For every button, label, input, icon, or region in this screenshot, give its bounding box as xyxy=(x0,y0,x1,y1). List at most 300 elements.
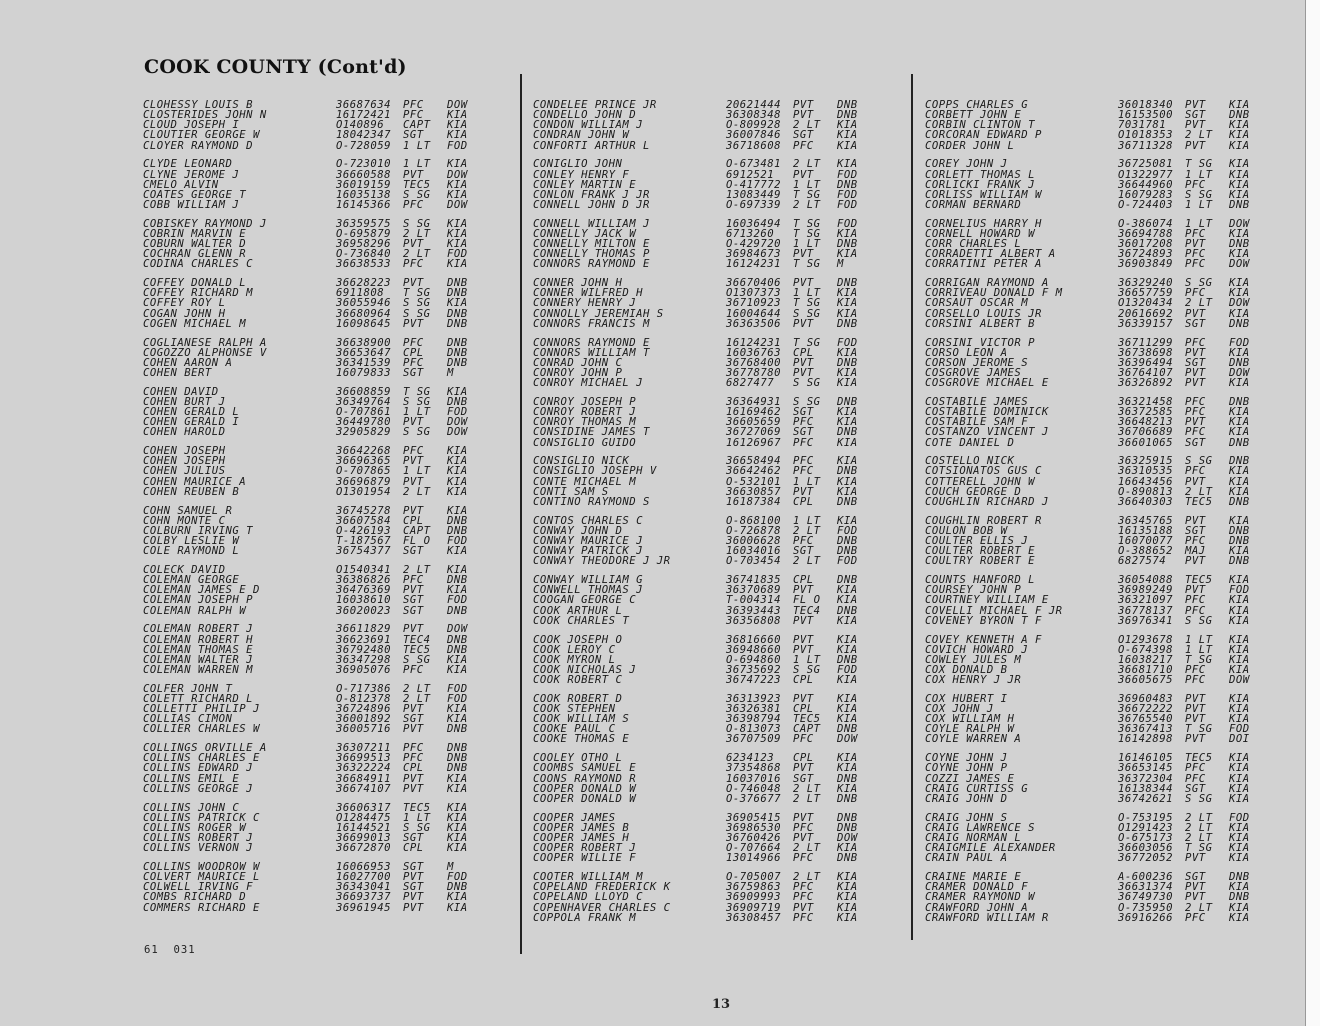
soldier-name: COLEMAN ROBERT J xyxy=(143,624,254,635)
serial-number: 36001892 xyxy=(336,713,392,726)
soldier-name: COOPER DONALD W xyxy=(533,793,637,804)
serial-number: 36356808 xyxy=(726,614,782,627)
status: FOD xyxy=(837,198,858,211)
serial-number: O-674398 xyxy=(1118,643,1174,656)
rank: PVT xyxy=(793,584,814,597)
serial-number: 36648213 xyxy=(1118,416,1174,429)
status: DNB xyxy=(447,336,468,349)
status: KIA xyxy=(837,366,858,379)
soldier-name: COBB WILLIAM J xyxy=(143,199,240,211)
status: DNB xyxy=(447,395,468,408)
serial-number: 36307211 xyxy=(336,742,392,755)
status: DNB xyxy=(837,109,858,122)
status: DNB xyxy=(1229,198,1250,211)
soldier-name: COONS RAYMOND R xyxy=(533,773,637,784)
serial-number: 16135188 xyxy=(1118,524,1174,537)
soldier-name: CONLEY HENRY F xyxy=(533,169,630,180)
rank: T SG xyxy=(793,258,821,271)
serial-number: O1322977 xyxy=(1118,168,1174,181)
page-edge xyxy=(1305,0,1320,1026)
serial-number: 36711328 xyxy=(1118,139,1174,152)
soldier-name: CORRATINI PETER A xyxy=(925,259,1042,270)
serial-number: 16004644 xyxy=(726,307,782,320)
status: KIA xyxy=(447,158,468,171)
soldier-name: CRAMER RAYMOND W xyxy=(925,892,1036,903)
soldier-name: CLOUTIER GEORGE W xyxy=(143,130,260,141)
soldier-name: COOK MYRON L xyxy=(533,654,616,665)
rank: PVT xyxy=(1185,713,1206,726)
serial-number: 36687634 xyxy=(336,99,392,111)
rank: PFC xyxy=(1185,395,1206,408)
soldier-name: CRAWFORD WILLIAM R xyxy=(925,912,1049,923)
rank: PFC xyxy=(793,891,814,904)
soldier-name: COLEMAN WALTER J xyxy=(143,654,254,665)
soldier-name: CORMAN BERNARD xyxy=(925,199,1022,211)
status: KIA xyxy=(447,188,468,201)
serial-number: 36693737 xyxy=(336,891,392,904)
rank: PVT xyxy=(1185,307,1206,320)
soldier-name: COFFEY DONALD L xyxy=(143,278,247,289)
serial-number: 36345765 xyxy=(1118,514,1174,527)
status: KIA xyxy=(1229,346,1250,359)
serial-number: 36653145 xyxy=(1118,762,1174,775)
status: KIA xyxy=(1229,881,1250,894)
roster-row xyxy=(925,141,1295,151)
status: DNB xyxy=(447,287,468,300)
soldier-name: CORLICKI FRANK J xyxy=(925,179,1036,190)
rank: PVT xyxy=(403,475,424,488)
soldier-name: CORSO LEON A xyxy=(925,347,1008,358)
serial-number: 36658494 xyxy=(726,455,782,468)
serial-number: 36742621 xyxy=(1118,792,1174,805)
rank: PVT xyxy=(1185,852,1206,865)
serial-number: 36694788 xyxy=(1118,227,1174,240)
rank: 1 LT xyxy=(793,653,821,666)
rank: S SG xyxy=(793,307,821,320)
serial-number: 16126967 xyxy=(726,436,782,449)
status: DOW xyxy=(447,168,468,181)
status: DNB xyxy=(837,574,858,587)
rank: PVT xyxy=(1185,891,1206,904)
soldier-name: COLEMAN JOSEPH P xyxy=(143,595,254,606)
serial-number: 36605675 xyxy=(1118,674,1174,687)
rank: S SG xyxy=(403,426,431,439)
roster-row xyxy=(925,675,1295,685)
serial-number: 36699513 xyxy=(336,752,392,765)
soldier-name: COHEN AARON A xyxy=(143,357,233,368)
soldier-name: CONSIGLIO NICK xyxy=(533,456,630,467)
serial-number: O-388652 xyxy=(1118,545,1174,558)
roster-group xyxy=(143,100,513,151)
status: KIA xyxy=(837,842,858,855)
serial-number: 36754377 xyxy=(336,545,392,558)
serial-number: 36393443 xyxy=(726,604,782,617)
rank: PFC xyxy=(1185,772,1206,785)
serial-number: O-746048 xyxy=(726,782,782,795)
soldier-name: CONSIDINE JAMES T xyxy=(533,427,650,438)
serial-number: 36313923 xyxy=(726,692,782,705)
serial-number: 36396494 xyxy=(1118,356,1174,369)
serial-number: 16187384 xyxy=(726,495,782,508)
status: DOW xyxy=(1229,297,1250,310)
serial-number: 37354868 xyxy=(726,762,782,775)
rank: 2 LT xyxy=(793,792,821,805)
status: KIA xyxy=(447,545,468,558)
soldier-name: COFFEY ROY L xyxy=(143,298,226,309)
soldier-name: COOLEY OTHO L xyxy=(533,753,623,764)
status: DNB xyxy=(837,317,858,330)
roster-row xyxy=(925,616,1295,626)
serial-number: 36370689 xyxy=(726,584,782,597)
status: DOW xyxy=(1229,217,1250,230)
status: KIA xyxy=(1229,782,1250,795)
soldier-name: COOK WILLIAM S xyxy=(533,714,630,725)
rank: 2 LT xyxy=(1185,831,1213,844)
status: KIA xyxy=(837,129,858,142)
serial-number: O1018353 xyxy=(1118,129,1174,142)
rank: 2 LT xyxy=(1185,485,1213,498)
roster-column-1 xyxy=(143,100,513,921)
rank: PVT xyxy=(1185,733,1206,746)
soldier-name: CMELO ALVIN xyxy=(143,179,219,190)
status: FOD xyxy=(837,168,858,181)
rank: 2 LT xyxy=(403,485,431,498)
rank: MAJ xyxy=(1185,545,1206,558)
status: KIA xyxy=(837,871,858,884)
status: KIA xyxy=(447,891,468,904)
soldier-name: CONDELEE PRINCE JR xyxy=(533,100,657,111)
status: DNB xyxy=(1229,535,1250,548)
soldier-name: COLLINS ROGER W xyxy=(143,822,247,833)
status: KIA xyxy=(1229,713,1250,726)
serial-number: 36372585 xyxy=(1118,406,1174,419)
soldier-name: CORLETT THOMAS L xyxy=(925,169,1036,180)
roster-row xyxy=(925,159,1295,169)
serial-number: 36329240 xyxy=(1118,277,1174,290)
rank: 1 LT xyxy=(1185,217,1213,230)
roster-group xyxy=(533,575,903,626)
status: KIA xyxy=(1229,762,1250,775)
rank: SGT xyxy=(793,545,814,558)
rank: PVT xyxy=(793,831,814,844)
status: KIA xyxy=(447,842,468,855)
serial-number: 36019159 xyxy=(336,178,392,191)
soldier-name: CORSINI VICTOR P xyxy=(925,337,1036,348)
rank: PFC xyxy=(793,821,814,834)
status: DNB xyxy=(447,633,468,646)
serial-number: O-723010 xyxy=(336,158,392,171)
soldier-name: CONROY JOSEPH P xyxy=(533,396,637,408)
rank: S SG xyxy=(403,188,431,201)
roster-row xyxy=(533,319,903,329)
rank: 2 LT xyxy=(793,842,821,855)
serial-number: 6234123 xyxy=(726,752,775,765)
serial-number: O-532101 xyxy=(726,475,782,488)
rank: S SG xyxy=(1185,188,1213,201)
rank: 1 LT xyxy=(403,406,431,419)
status: DNB xyxy=(447,317,468,330)
rank: T SG xyxy=(793,336,821,349)
roster-row xyxy=(925,200,1295,210)
roster-group xyxy=(143,803,513,854)
rank: PFC xyxy=(403,663,424,676)
status: KIA xyxy=(447,238,468,251)
page-number: 13 xyxy=(712,997,731,1012)
status: KIA xyxy=(1229,178,1250,191)
soldier-name: COOK CHARLES T xyxy=(533,615,630,626)
roster-group xyxy=(533,219,903,270)
status: KIA xyxy=(837,881,858,894)
status: DOW xyxy=(1229,674,1250,687)
soldier-name: COVEY KENNETH A F xyxy=(925,634,1042,645)
soldier-name: COYNE JOHN P xyxy=(925,763,1008,774)
soldier-name: COSGROVE MICHAEL E xyxy=(925,378,1049,389)
footer-code: 61 031 xyxy=(144,944,196,956)
soldier-name: COULON BOB W xyxy=(925,525,1008,537)
soldier-name: CONNER JOHN H xyxy=(533,278,623,289)
serial-number: O-703454 xyxy=(726,555,782,568)
rank: PFC xyxy=(403,445,424,458)
soldier-name: COOK STEPHEN xyxy=(533,704,616,715)
rank: SGT xyxy=(403,713,424,726)
rank: PFC xyxy=(403,109,424,122)
roster-group xyxy=(533,516,903,567)
soldier-name: COOK NICHOLAS J xyxy=(533,664,637,676)
serial-number: 36660588 xyxy=(336,168,392,181)
status: KIA xyxy=(447,227,468,240)
roster-row xyxy=(533,378,903,388)
rank: PFC xyxy=(793,535,814,548)
soldier-name: COX DONALD B xyxy=(925,664,1008,676)
serial-number: 36778780 xyxy=(726,366,782,379)
status: DNB xyxy=(447,574,468,587)
serial-number: 16124231 xyxy=(726,258,782,271)
status: FOD xyxy=(837,524,858,537)
rank: PVT xyxy=(793,614,814,627)
rank: CPL xyxy=(793,346,814,359)
serial-number: 36359575 xyxy=(336,217,392,230)
status: DNB xyxy=(447,604,468,617)
status: DNB xyxy=(837,792,858,805)
status: FOD xyxy=(447,535,468,548)
rank: S SG xyxy=(1185,455,1213,468)
soldier-name: COSTABILE DOMINICK xyxy=(925,407,1049,418)
status: FOD xyxy=(837,188,858,201)
soldier-name: COREY JOHN J xyxy=(925,159,1008,170)
status: FOD xyxy=(1229,336,1250,349)
rank: 1 LT xyxy=(403,139,431,152)
rank: TEC5 xyxy=(403,643,431,656)
serial-number: 36018340 xyxy=(1118,99,1174,111)
status: FOD xyxy=(837,217,858,230)
serial-number: O-724403 xyxy=(1118,198,1174,211)
soldier-name: COLLINS CHARLES E xyxy=(143,753,260,764)
rank: SGT xyxy=(793,772,814,785)
rank: CPL xyxy=(793,574,814,587)
soldier-name: COX HUBERT I xyxy=(925,693,1008,705)
rank: 2 LT xyxy=(403,248,431,261)
roster-row xyxy=(925,734,1295,744)
status: DNB xyxy=(837,99,858,111)
roster-group xyxy=(925,278,1295,329)
status: KIA xyxy=(837,703,858,716)
rank: PVT xyxy=(1185,881,1206,894)
status: FOD xyxy=(447,692,468,705)
soldier-name: CONROY THOMAS M xyxy=(533,417,637,428)
soldier-name: COHEN JOSEPH xyxy=(143,446,226,457)
status: KIA xyxy=(447,584,468,597)
status: DOW xyxy=(447,99,468,111)
soldier-name: COOPER DONALD W xyxy=(533,783,637,794)
rank: PVT xyxy=(793,168,814,181)
rank: PVT xyxy=(403,891,424,904)
status: KIA xyxy=(447,119,468,132)
serial-number: O-728059 xyxy=(336,139,392,152)
rank: PVT xyxy=(1185,584,1206,597)
serial-number: O-697339 xyxy=(726,198,782,211)
soldier-name: CORCORAN EDWARD P xyxy=(925,130,1042,141)
rank: PVT xyxy=(793,692,814,705)
soldier-name: COFFEY RICHARD M xyxy=(143,288,254,299)
serial-number: O-890813 xyxy=(1118,485,1174,498)
soldier-name: CONLON FRANK J JR xyxy=(533,189,650,200)
soldier-name: COX HENRY J JR xyxy=(925,675,1022,686)
soldier-name: CONNORS RAYMOND E xyxy=(533,337,650,348)
soldier-name: COLFER JOHN T xyxy=(143,683,233,694)
rank: PVT xyxy=(403,317,424,330)
status: DOW xyxy=(837,733,858,746)
soldier-name: COHEN BERT xyxy=(143,367,212,379)
roster-row xyxy=(533,853,903,863)
soldier-name: COHEN GERALD I xyxy=(143,417,240,428)
status: DNB xyxy=(447,881,468,894)
status: KIA xyxy=(1229,821,1250,834)
soldier-name: COOPER ROBERT J xyxy=(533,843,637,854)
roster-group xyxy=(533,397,903,448)
soldier-name: CRAIGMILE ALEXANDER xyxy=(925,843,1056,854)
soldier-name: COUGHLIN ROBERT R xyxy=(925,515,1042,526)
soldier-name: COLECK DAVID xyxy=(143,564,226,576)
rank: PFC xyxy=(1185,663,1206,676)
roster-row xyxy=(533,438,903,448)
soldier-name: CONROY MICHAEL J xyxy=(533,378,644,389)
roster-group xyxy=(143,387,513,438)
serial-number: 36710923 xyxy=(726,297,782,310)
roster-group xyxy=(925,575,1295,626)
rank: PFC xyxy=(793,416,814,429)
rank: PFC xyxy=(1185,535,1206,548)
rank: SGT xyxy=(403,366,424,379)
status: DNB xyxy=(837,821,858,834)
serial-number: 36741835 xyxy=(726,574,782,587)
soldier-name: COPENHAVER CHARLES C xyxy=(533,902,671,913)
serial-number: 36476369 xyxy=(336,584,392,597)
rank: SGT xyxy=(403,604,424,617)
soldier-name: CONNER WILFRED H xyxy=(533,288,644,299)
rank: PFC xyxy=(793,455,814,468)
rank: PVT xyxy=(1185,514,1206,527)
rank: TEC5 xyxy=(403,801,431,814)
status: KIA xyxy=(447,178,468,191)
soldier-name: COX JOHN J xyxy=(925,704,994,715)
status: DOW xyxy=(447,198,468,211)
status: KIA xyxy=(837,416,858,429)
soldier-name: COSTABILE SAM F xyxy=(925,417,1029,428)
roster-row xyxy=(533,556,903,566)
status: KIA xyxy=(1229,772,1250,785)
roster-row xyxy=(925,913,1295,923)
soldier-name: COHN SAMUEL R xyxy=(143,505,233,516)
status: DNB xyxy=(837,495,858,508)
soldier-name: COVENEY BYRON T F xyxy=(925,615,1042,626)
rank: PFC xyxy=(1185,604,1206,617)
soldier-name: COHEN JULIUS xyxy=(143,466,226,477)
rank: PVT xyxy=(403,504,424,517)
soldier-name: COBRIN MARVIN E xyxy=(143,228,247,240)
rank: 1 LT xyxy=(403,811,431,824)
rank: 1 LT xyxy=(793,475,821,488)
soldier-name: CORRADETTI ALBERT A xyxy=(925,249,1056,260)
soldier-name: CLYNE JEROME J xyxy=(143,169,240,180)
soldier-name: COMBS RICHARD D xyxy=(143,892,247,903)
status: FOD xyxy=(1229,811,1250,824)
status: KIA xyxy=(1229,99,1250,111)
soldier-name: CRAIG JOHN D xyxy=(925,793,1008,804)
rank: PVT xyxy=(1185,416,1206,429)
serial-number: 36747223 xyxy=(726,674,782,687)
serial-number: 36322224 xyxy=(336,762,392,775)
roster-row xyxy=(925,427,1295,437)
rank: PVT xyxy=(403,772,424,785)
serial-number: 16066953 xyxy=(336,860,392,873)
rank: PFC xyxy=(403,356,424,369)
rank: PFC xyxy=(1185,911,1206,924)
serial-number: 36638533 xyxy=(336,258,392,271)
soldier-name: CONTE MICHAEL M xyxy=(533,476,637,487)
serial-number: 36738698 xyxy=(1118,346,1174,359)
serial-number: 36792480 xyxy=(336,643,392,656)
roster-group xyxy=(925,694,1295,745)
rank: PVT xyxy=(1185,238,1206,251)
roster-row xyxy=(925,556,1295,566)
status: FOD xyxy=(837,336,858,349)
status: KIA xyxy=(1229,604,1250,617)
rank: PFC xyxy=(1185,287,1206,300)
soldier-name: COUCH GEORGE D xyxy=(925,486,1022,497)
status: DNB xyxy=(1229,317,1250,330)
status: DNB xyxy=(447,346,468,359)
serial-number: 36759863 xyxy=(726,881,782,894)
status: KIA xyxy=(837,287,858,300)
serial-number: 13014966 xyxy=(726,852,782,865)
serial-number: O-705007 xyxy=(726,871,782,884)
status: KIA xyxy=(837,248,858,261)
rank: PVT xyxy=(1185,703,1206,716)
soldier-name: COPPS CHARLES G xyxy=(925,100,1029,111)
rank: T SG xyxy=(1185,653,1213,666)
roster-row xyxy=(925,378,1295,388)
soldier-name: CONDON WILLIAM J xyxy=(533,120,644,131)
roster-row xyxy=(143,368,513,378)
rank: S SG xyxy=(403,217,431,230)
roster-row xyxy=(143,141,513,151)
soldier-name: CONROY JOHN P xyxy=(533,367,623,379)
soldier-name: CRAIG NORMAN L xyxy=(925,832,1022,844)
serial-number: 36961945 xyxy=(336,901,392,914)
rank: CAPT xyxy=(403,119,431,132)
rank: T SG xyxy=(793,227,821,240)
status: FOD xyxy=(447,139,468,152)
